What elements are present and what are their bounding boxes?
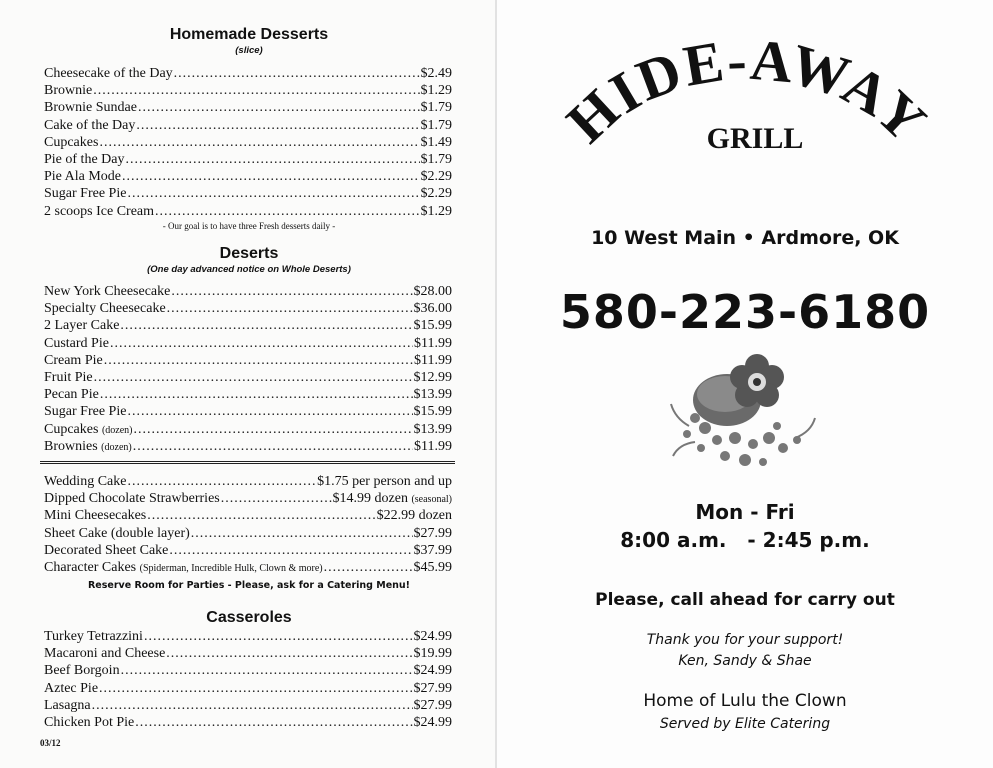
homemade-desserts-subtitle: (slice) bbox=[235, 45, 263, 56]
menu-item: Cupcakes ..... $1.49 bbox=[44, 134, 452, 151]
menu-item: Dipped Chocolate Strawberries ..... $14.99 dozen (seasonal) bbox=[44, 490, 452, 507]
logo-subtitle: GRILL bbox=[706, 122, 804, 155]
menu-item: Sheet Cake (double layer) ..... $27.99 bbox=[44, 525, 452, 542]
menu-item: Macaroni and Cheese ..... $19.99 bbox=[44, 645, 452, 662]
menu-item: Turkey Tetrazzini ..... $24.99 bbox=[44, 628, 452, 645]
homemade-desserts-title: Homemade Desserts bbox=[169, 26, 329, 43]
call-ahead-note: Please, call ahead for carry out bbox=[595, 590, 895, 610]
dessert-menu-page bbox=[0, 0, 496, 768]
hide-away-logo bbox=[497, 0, 993, 220]
menu-item: Specialty Cheesecake ..... $36.00 bbox=[44, 300, 452, 317]
menu-item: 2 scoops Ice Cream ..... $1.29 bbox=[44, 203, 452, 220]
menu-item: Cream Pie ..... $11.99 bbox=[44, 352, 452, 369]
cover-page bbox=[497, 0, 993, 768]
cakes-list bbox=[44, 473, 452, 576]
menu-version-code: 03/12 bbox=[40, 738, 61, 748]
menu-item: Lasagna ..... $27.99 bbox=[44, 697, 452, 714]
menu-item: Custard Pie ..... $11.99 bbox=[44, 335, 452, 352]
menu-item: Aztec Pie ..... $27.99 bbox=[44, 680, 452, 697]
casseroles-title: Casseroles bbox=[206, 609, 292, 626]
menu-item: New York Cheesecake ..... $28.00 bbox=[44, 283, 452, 300]
menu-item: Mini Cheesecakes ..... $22.99 dozen bbox=[44, 507, 452, 524]
menu-item: Beef Borgoin ..... $24.99 bbox=[44, 662, 452, 679]
served-by: Served by Elite Catering bbox=[659, 716, 831, 732]
deserts-list bbox=[44, 283, 452, 455]
menu-item: Chicken Pot Pie ..... $24.99 bbox=[44, 714, 452, 731]
menu-item: Cupcakes (dozen) ..... $13.99 bbox=[44, 421, 452, 438]
home-of-lulu: Home of Lulu the Clown bbox=[643, 691, 847, 711]
flower-illustration bbox=[665, 348, 845, 488]
menu-item: Sugar Free Pie ..... $15.99 bbox=[44, 403, 452, 420]
menu-item: Pecan Pie ..... $13.99 bbox=[44, 386, 452, 403]
phone-number: 580-223-6180 bbox=[559, 285, 931, 339]
open-days: Mon - Fri bbox=[695, 500, 795, 524]
menu-item: Fruit Pie ..... $12.99 bbox=[44, 369, 452, 386]
menu-item: Pie of the Day ..... $1.79 bbox=[44, 151, 452, 168]
menu-item: Brownies (dozen) ..... $11.99 bbox=[44, 438, 452, 455]
menu-item: Sugar Free Pie ..... $2.29 bbox=[44, 185, 452, 202]
menu-item: Cheesecake of the Day ..... $2.49 bbox=[44, 65, 452, 82]
fresh-desserts-note: - Our goal is to have three Fresh desserts daily - bbox=[162, 221, 336, 231]
owners-names: Ken, Sandy & Shae bbox=[678, 653, 812, 669]
menu-item: Decorated Sheet Cake ..... $37.99 bbox=[44, 542, 452, 559]
menu-item: Character Cakes (Spiderman, Incredible Hulk, Clown & more) ..... $45.99 bbox=[44, 559, 452, 576]
open-hours: 8:00 a.m. - 2:45 p.m. bbox=[620, 528, 870, 552]
menu-item: Cake of the Day ..... $1.79 bbox=[44, 117, 452, 134]
address: 10 West Main • Ardmore, OK bbox=[591, 227, 899, 249]
thanks-line: Thank you for your support! bbox=[646, 632, 844, 648]
casseroles-list bbox=[44, 628, 452, 731]
deserts-subtitle: (One day advanced notice on Whole Deserts) bbox=[147, 264, 351, 275]
menu-item: Pie Ala Mode ..... $2.29 bbox=[44, 168, 452, 185]
deserts-title: Deserts bbox=[219, 245, 279, 262]
section-divider bbox=[40, 461, 455, 466]
menu-item: 2 Layer Cake ..... $15.99 bbox=[44, 317, 452, 334]
menu-item: Wedding Cake ..... $1.75 per person and up bbox=[44, 473, 452, 490]
reserve-room-note: Reserve Room for Parties - Please, ask for a Catering Menu! bbox=[87, 580, 411, 591]
logo-text: HIDE-AWAY bbox=[554, 26, 940, 156]
homemade-desserts-list bbox=[44, 65, 452, 220]
menu-item: Brownie Sundae ..... $1.79 bbox=[44, 99, 452, 116]
menu-item: Brownie ..... $1.29 bbox=[44, 82, 452, 99]
